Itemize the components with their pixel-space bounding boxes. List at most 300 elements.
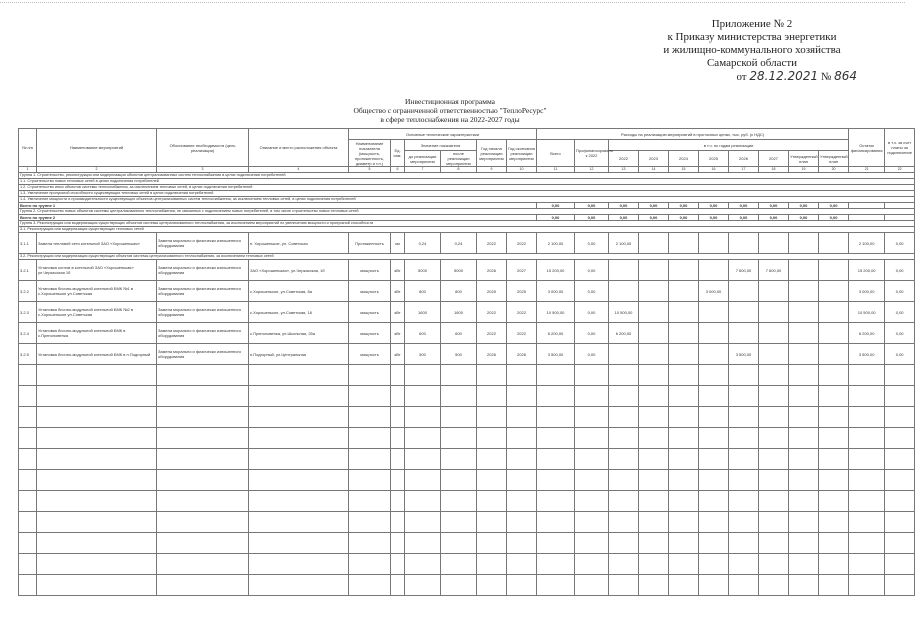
cell-empty-a bbox=[789, 281, 819, 302]
cell-blank bbox=[477, 575, 507, 596]
cell-c2022 bbox=[609, 260, 639, 281]
cell-blank bbox=[391, 428, 405, 449]
cell-blank bbox=[849, 533, 885, 554]
column-number: 21 bbox=[849, 167, 885, 173]
group1-total-value: 0,00 bbox=[759, 203, 789, 209]
cell-blank bbox=[885, 512, 915, 533]
cell-total: 3 000,00 bbox=[537, 281, 575, 302]
group1-total-value: 0,00 bbox=[609, 203, 639, 209]
cell-blank bbox=[669, 554, 699, 575]
column-number: 5 bbox=[349, 167, 391, 173]
cell-blank bbox=[477, 554, 507, 575]
cell-blank bbox=[699, 491, 729, 512]
cell-c2022: 2 100,00 bbox=[609, 233, 639, 254]
cell-blank bbox=[19, 386, 37, 407]
program-title-block bbox=[300, 97, 600, 124]
cell-blank bbox=[157, 407, 249, 428]
cell-blank bbox=[441, 407, 477, 428]
cell-blank bbox=[575, 449, 609, 470]
cell-name: Установка котлов в котельной ЗАО «Хорошенькая» ул.Черкасская 1б bbox=[37, 260, 157, 281]
group1-sub4-text: 1.4. Увеличение мощности и производительности существующих объектов централизованных систем теплоснабжения, за исключением тепловых сетей, в целях подключения потребителей bbox=[19, 197, 915, 203]
cell-blank bbox=[157, 365, 249, 386]
group1-total-value: 0,00 bbox=[639, 203, 669, 209]
cell-blank bbox=[639, 575, 669, 596]
cell-blank bbox=[477, 491, 507, 512]
appendix-date-line bbox=[647, 70, 857, 84]
cell-empty-b bbox=[819, 323, 849, 344]
investment-table bbox=[18, 128, 915, 596]
cell-blank bbox=[249, 386, 349, 407]
cell-blank bbox=[537, 491, 575, 512]
cell-rest: 3 000,00 bbox=[849, 281, 885, 302]
cell-blank bbox=[819, 449, 849, 470]
cell-blank bbox=[819, 491, 849, 512]
cell-blank bbox=[441, 575, 477, 596]
cell-total: 3 500,00 bbox=[537, 344, 575, 365]
cell-num: 3.2.5 bbox=[19, 344, 37, 365]
cell-loc: ЗАО «Хорошенькая», ул.Черкасская, 1б bbox=[249, 260, 349, 281]
group2-total-value: 0,00 bbox=[537, 215, 575, 221]
cell-y2: 2022 bbox=[507, 302, 537, 323]
cell-blank bbox=[789, 554, 819, 575]
cell-unit: кВт bbox=[391, 302, 405, 323]
cell-blank bbox=[819, 386, 849, 407]
cell-blank bbox=[477, 386, 507, 407]
cell-blank bbox=[477, 449, 507, 470]
cell-c2026 bbox=[729, 281, 759, 302]
cell-c2026 bbox=[729, 323, 759, 344]
column-number: 3 bbox=[157, 167, 249, 173]
cell-num: 3.2.4 bbox=[19, 323, 37, 344]
cell-blank bbox=[849, 575, 885, 596]
cell-num: 3.2.3 bbox=[19, 302, 37, 323]
col-year-2024: 2024 bbox=[669, 151, 699, 167]
cell-blank bbox=[885, 470, 915, 491]
cell-blank bbox=[391, 491, 405, 512]
table-row bbox=[19, 512, 915, 533]
cell-blank bbox=[249, 407, 349, 428]
cell-blank bbox=[391, 470, 405, 491]
cell-blank bbox=[639, 554, 669, 575]
cell-blank bbox=[759, 512, 789, 533]
cell-blank bbox=[157, 491, 249, 512]
cell-blank bbox=[249, 470, 349, 491]
cell-blank bbox=[507, 470, 537, 491]
cell-blank bbox=[37, 386, 157, 407]
cell-empty-a bbox=[789, 323, 819, 344]
column-number: 17 bbox=[729, 167, 759, 173]
cell-blank bbox=[609, 386, 639, 407]
cell-blank bbox=[157, 428, 249, 449]
group2-total-value: 0,00 bbox=[699, 215, 729, 221]
cell-blank bbox=[537, 386, 575, 407]
cell-before: 600 bbox=[405, 323, 441, 344]
cell-blank bbox=[639, 533, 669, 554]
cell-after: 500 bbox=[441, 344, 477, 365]
cell-blank bbox=[441, 449, 477, 470]
cell-blank bbox=[849, 449, 885, 470]
cell-empty-b bbox=[819, 281, 849, 302]
appendix-title: Приложение № 2 bbox=[711, 18, 793, 30]
cell-empty-a bbox=[789, 302, 819, 323]
cell-blank bbox=[759, 554, 789, 575]
cell-num: 3.2.2 bbox=[19, 281, 37, 302]
cell-just: Замена морально и физически изношенного оборудования bbox=[157, 323, 249, 344]
cell-blank bbox=[507, 407, 537, 428]
cell-rest: 2 100,00 bbox=[849, 233, 885, 254]
cell-blank bbox=[699, 386, 729, 407]
cell-blank bbox=[37, 575, 157, 596]
group2-total-value: 0,00 bbox=[759, 215, 789, 221]
cell-blank bbox=[537, 407, 575, 428]
cell-before: 0,24 bbox=[405, 233, 441, 254]
table-row bbox=[19, 575, 915, 596]
cell-share: 0,00 bbox=[885, 302, 915, 323]
cell-blank bbox=[537, 365, 575, 386]
cell-name: Установка блочно-модульной котельной БМК в п.Подгорный bbox=[37, 344, 157, 365]
cell-blank bbox=[537, 449, 575, 470]
group1-total-value: 0,00 bbox=[789, 203, 819, 209]
cell-after: 1600 bbox=[441, 302, 477, 323]
cell-unit: кВт bbox=[391, 281, 405, 302]
col-total: Всего bbox=[537, 140, 575, 167]
cell-blank bbox=[349, 533, 391, 554]
cell-blank bbox=[639, 470, 669, 491]
column-number: 16 bbox=[699, 167, 729, 173]
cell-share: 0,00 bbox=[885, 344, 915, 365]
cell-blank bbox=[507, 575, 537, 596]
cell-blank bbox=[537, 428, 575, 449]
cell-blank bbox=[391, 407, 405, 428]
group2-total-value: 0,00 bbox=[639, 215, 669, 221]
table-row bbox=[19, 233, 915, 254]
cell-blank bbox=[849, 470, 885, 491]
cell-y2: 2026 bbox=[507, 344, 537, 365]
cell-c2027 bbox=[759, 233, 789, 254]
cell-blank bbox=[699, 428, 729, 449]
cell-blank bbox=[729, 386, 759, 407]
column-number: 12 bbox=[575, 167, 609, 173]
cell-blank bbox=[759, 470, 789, 491]
cell-blank bbox=[699, 449, 729, 470]
cell-blank bbox=[441, 470, 477, 491]
group1-total-value: 0,00 bbox=[729, 203, 759, 209]
group2-total-value: 0,00 bbox=[819, 215, 849, 221]
group1-sub2-text: 1.2. Строительство иных объектов системы теплоснабжения, за исключением тепловых сетей, в целях подключения потребителей bbox=[19, 185, 915, 191]
cell-after: 800 bbox=[441, 281, 477, 302]
cell-unit: кВт bbox=[391, 344, 405, 365]
cell-blank bbox=[391, 533, 405, 554]
cell-blank bbox=[349, 470, 391, 491]
cell-blank bbox=[507, 491, 537, 512]
cell-blank bbox=[575, 575, 609, 596]
cell-c2025 bbox=[699, 344, 729, 365]
cell-blank bbox=[819, 533, 849, 554]
cell-blank bbox=[37, 428, 157, 449]
column-number: 13 bbox=[609, 167, 639, 173]
cell-blank bbox=[609, 449, 639, 470]
cell-blank bbox=[729, 365, 759, 386]
cell-fin: 0,00 bbox=[575, 281, 609, 302]
cell-blank bbox=[729, 428, 759, 449]
cell-blank bbox=[669, 365, 699, 386]
cell-cap: Протяженность bbox=[349, 233, 391, 254]
cell-blank bbox=[669, 575, 699, 596]
group1-total-value: 0,00 bbox=[819, 203, 849, 209]
table-row bbox=[19, 281, 915, 302]
cell-blank bbox=[477, 512, 507, 533]
cell-empty-b bbox=[819, 233, 849, 254]
cell-blank bbox=[789, 365, 819, 386]
group2-total-value: 0,00 bbox=[575, 215, 609, 221]
cell-blank bbox=[849, 365, 885, 386]
cell-just: Замена морально и физически изношенного оборудования bbox=[157, 281, 249, 302]
cell-blank bbox=[699, 512, 729, 533]
cell-blank bbox=[37, 470, 157, 491]
table-row bbox=[19, 386, 915, 407]
appendix-line-3: Самарской области bbox=[706, 57, 798, 69]
cell-blank bbox=[885, 365, 915, 386]
cell-c2024 bbox=[669, 233, 699, 254]
cell-blank bbox=[391, 512, 405, 533]
cell-blank bbox=[405, 428, 441, 449]
cell-before: 1600 bbox=[405, 302, 441, 323]
cell-blank bbox=[391, 575, 405, 596]
cell-rest: 15 200,00 bbox=[849, 260, 885, 281]
cell-blank bbox=[609, 512, 639, 533]
cell-blank bbox=[575, 491, 609, 512]
cell-blank bbox=[507, 386, 537, 407]
cell-blank bbox=[729, 554, 759, 575]
table-body bbox=[19, 129, 915, 596]
group3-sub1-text: 3.1. Реконструкция или модернизация существующих тепловых сетей bbox=[19, 227, 915, 233]
col-year-2023: 2023 bbox=[639, 151, 669, 167]
cell-blank bbox=[699, 554, 729, 575]
cell-blank bbox=[609, 365, 639, 386]
col-value-group: Значение показателя bbox=[405, 140, 477, 151]
cell-y2: 2027 bbox=[507, 260, 537, 281]
group1-total-value: 0,00 bbox=[699, 203, 729, 209]
cell-blank bbox=[507, 554, 537, 575]
cell-blank bbox=[19, 407, 37, 428]
table-row bbox=[19, 449, 915, 470]
cell-name: Установка блочно-модульной котельной БМК №2 в с.Хорошенькое ул.Советская bbox=[37, 302, 157, 323]
cell-cap: мощность bbox=[349, 302, 391, 323]
appendix-line-2: и жилищно-коммунального хозяйства bbox=[663, 44, 841, 56]
cell-blank bbox=[729, 449, 759, 470]
cell-cap: мощность bbox=[349, 323, 391, 344]
cell-blank bbox=[249, 449, 349, 470]
cell-blank bbox=[477, 428, 507, 449]
cell-blank bbox=[819, 407, 849, 428]
cell-empty-a bbox=[789, 260, 819, 281]
cell-c2027: 7 600,00 bbox=[759, 260, 789, 281]
cell-blank bbox=[759, 491, 789, 512]
cell-blank bbox=[575, 386, 609, 407]
cell-c2025: 3 000,00 bbox=[699, 281, 729, 302]
cell-blank bbox=[639, 365, 669, 386]
cell-y1: 2025 bbox=[477, 281, 507, 302]
cell-y2: 2025 bbox=[507, 281, 537, 302]
cell-blank bbox=[19, 491, 37, 512]
cell-blank bbox=[405, 470, 441, 491]
col-financed: Профинансировано к 2022 bbox=[575, 140, 609, 167]
cell-blank bbox=[885, 554, 915, 575]
cell-blank bbox=[729, 407, 759, 428]
cell-c2022 bbox=[609, 344, 639, 365]
col-num: № п/п bbox=[19, 129, 37, 167]
cell-blank bbox=[507, 428, 537, 449]
group1-total-value: 0,00 bbox=[669, 203, 699, 209]
cell-blank bbox=[537, 554, 575, 575]
cell-c2024 bbox=[669, 302, 699, 323]
cell-empty-a bbox=[789, 233, 819, 254]
cell-blank bbox=[19, 554, 37, 575]
cell-total: 2 100,00 bbox=[537, 233, 575, 254]
cell-blank bbox=[789, 386, 819, 407]
cell-blank bbox=[849, 386, 885, 407]
col-share: в т.ч. за счет платы за подключение bbox=[885, 129, 915, 167]
cell-blank bbox=[249, 554, 349, 575]
cell-blank bbox=[759, 365, 789, 386]
cell-blank bbox=[575, 554, 609, 575]
cell-after: 5000 bbox=[441, 260, 477, 281]
cell-cap: мощность bbox=[349, 344, 391, 365]
cell-blank bbox=[405, 365, 441, 386]
cell-c2027 bbox=[759, 344, 789, 365]
cell-blank bbox=[669, 470, 699, 491]
cell-blank bbox=[639, 407, 669, 428]
cell-blank bbox=[537, 533, 575, 554]
cell-loc: с.Хорошенькое, ул.Советская, 8а bbox=[249, 281, 349, 302]
cell-blank bbox=[37, 554, 157, 575]
cell-blank bbox=[507, 512, 537, 533]
col-justification: Обоснование необходимости (цель реализации) bbox=[157, 129, 249, 167]
group2-total-value: 0,00 bbox=[729, 215, 759, 221]
cell-blank bbox=[819, 365, 849, 386]
col-remaining: Остаток финансирования bbox=[849, 129, 885, 167]
cell-cap: мощность bbox=[349, 281, 391, 302]
cell-blank bbox=[537, 512, 575, 533]
col-year-2026: 2026 bbox=[729, 151, 759, 167]
cell-blank bbox=[157, 533, 249, 554]
cell-blank bbox=[609, 407, 639, 428]
cell-blank bbox=[391, 554, 405, 575]
column-number: 20 bbox=[819, 167, 849, 173]
cell-rest: 6 200,00 bbox=[849, 323, 885, 344]
program-title: Инвестиционная программа bbox=[405, 97, 495, 106]
cell-blank bbox=[349, 386, 391, 407]
cell-blank bbox=[349, 407, 391, 428]
cell-blank bbox=[699, 470, 729, 491]
cell-blank bbox=[405, 575, 441, 596]
cell-blank bbox=[885, 575, 915, 596]
cell-num: 3.1.1 bbox=[19, 233, 37, 254]
cell-blank bbox=[669, 407, 699, 428]
cell-blank bbox=[507, 449, 537, 470]
cell-blank bbox=[441, 428, 477, 449]
cell-blank bbox=[507, 365, 537, 386]
col-year-end: Год окончания реализации мероприятия bbox=[507, 140, 537, 167]
appendix-line-1: к Приказу министерства энергетики bbox=[667, 31, 837, 43]
cell-c2022: 10 500,00 bbox=[609, 302, 639, 323]
cell-y1: 2022 bbox=[477, 323, 507, 344]
cell-c2027 bbox=[759, 323, 789, 344]
cell-blank bbox=[349, 512, 391, 533]
column-number: 10 bbox=[507, 167, 537, 173]
col-after: после реализации мероприятия bbox=[441, 151, 477, 167]
cell-blank bbox=[19, 575, 37, 596]
cell-blank bbox=[249, 533, 349, 554]
group2-total-value: 0,00 bbox=[789, 215, 819, 221]
cell-blank bbox=[37, 449, 157, 470]
cell-just: Замена морально и физически изношенного оборудования bbox=[157, 344, 249, 365]
table-row bbox=[19, 407, 915, 428]
col-group-cost: Расходы на реализацию мероприятий в прогнозных ценах, тыс. руб. (с НДС) bbox=[537, 129, 849, 140]
table-row bbox=[19, 470, 915, 491]
column-number: 8 bbox=[441, 167, 477, 173]
scan-edge bbox=[0, 2, 905, 5]
cell-after: 600 bbox=[441, 323, 477, 344]
appendix-block bbox=[647, 18, 857, 84]
cell-c2027 bbox=[759, 281, 789, 302]
table-row bbox=[19, 344, 915, 365]
group1-sub1-text: 1.1. Строительство новых тепловых сетей в целях подключения потребителей bbox=[19, 179, 915, 185]
cell-blank bbox=[349, 449, 391, 470]
cell-blank bbox=[37, 512, 157, 533]
cell-before: 800 bbox=[405, 281, 441, 302]
cell-c2027 bbox=[759, 302, 789, 323]
cell-blank bbox=[789, 533, 819, 554]
col-year-start: Год начала реализации мероприятия bbox=[477, 140, 507, 167]
cell-blank bbox=[789, 449, 819, 470]
cell-blank bbox=[669, 386, 699, 407]
cell-blank bbox=[249, 575, 349, 596]
cell-blank bbox=[441, 554, 477, 575]
cell-blank bbox=[609, 428, 639, 449]
cell-c2024 bbox=[669, 281, 699, 302]
cell-blank bbox=[609, 470, 639, 491]
col-year-2025: 2025 bbox=[699, 151, 729, 167]
group3-sub2-text: 3.2. Реконструкция или модернизация существующих объектов системы централизованного теплоснабжения, за исключением тепловых сетей bbox=[19, 254, 915, 260]
cell-name: Установка блочно-модульной котельной БМК №1 в с.Хорошенькое ул.Советская bbox=[37, 281, 157, 302]
cell-blank bbox=[441, 491, 477, 512]
cell-fin: 0,00 bbox=[575, 260, 609, 281]
cell-blank bbox=[609, 533, 639, 554]
cell-blank bbox=[885, 386, 915, 407]
cell-blank bbox=[819, 470, 849, 491]
cell-blank bbox=[729, 512, 759, 533]
column-number: 9 bbox=[477, 167, 507, 173]
cell-c2023 bbox=[639, 260, 669, 281]
group1-total-value: 0,00 bbox=[537, 203, 575, 209]
col-capacity: Наименование показателя (мощность, протяженность, диаметр и т.п.) bbox=[349, 140, 391, 167]
group3-header-text: Группа 3. Реконструкция или модернизация существующих объектов системы централизованного теплоснабжения, за исключением мероприятий по увеличению мощности и пропускной способности bbox=[19, 221, 915, 227]
cell-after: 0,24 bbox=[441, 233, 477, 254]
cell-blank bbox=[669, 428, 699, 449]
cell-blank bbox=[349, 575, 391, 596]
cell-blank bbox=[789, 512, 819, 533]
cell-blank bbox=[849, 512, 885, 533]
cell-blank bbox=[759, 386, 789, 407]
cell-name: Замена тепловой сети котельной ЗАО «Хорошенькая» bbox=[37, 233, 157, 254]
cell-blank bbox=[405, 449, 441, 470]
cell-y1: 2022 bbox=[477, 302, 507, 323]
cell-blank bbox=[669, 491, 699, 512]
cell-blank bbox=[699, 365, 729, 386]
cell-blank bbox=[19, 470, 37, 491]
cell-blank bbox=[885, 491, 915, 512]
